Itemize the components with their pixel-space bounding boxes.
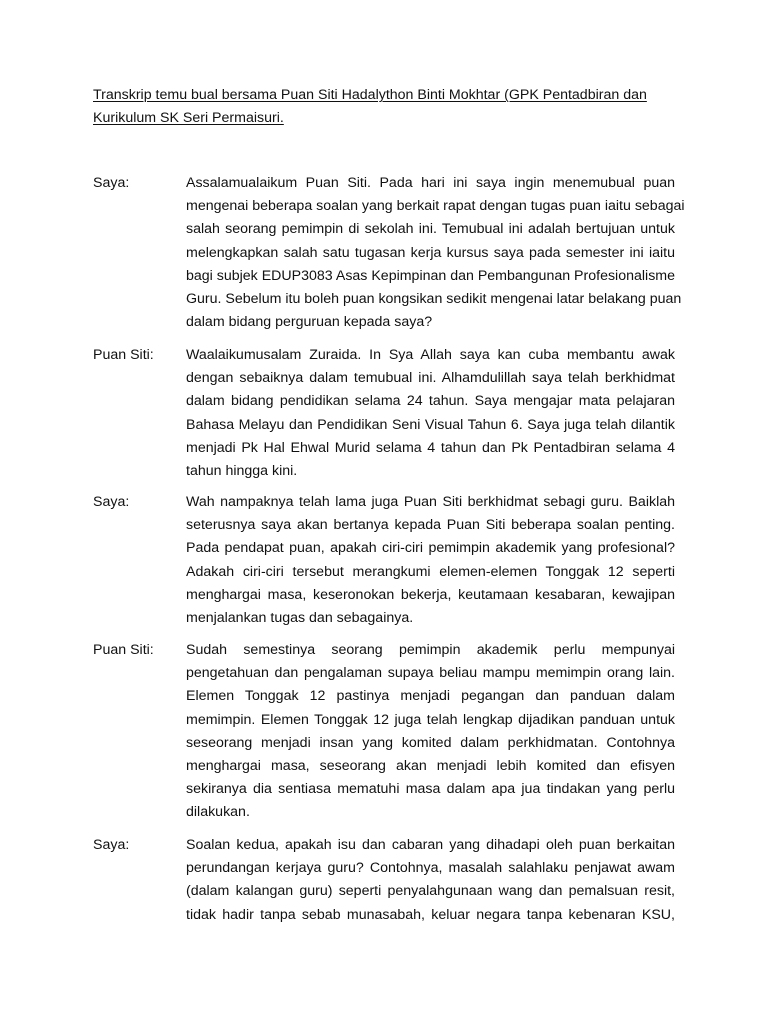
speech-paragraph [186,491,675,630]
speech-paragraph [186,834,675,927]
speech-line: mengenai beberapa soalan yang berkait rapat dengan tugas puan iaitu sebagai [186,198,685,215]
speech-line: dengan sebaiknya dalam temubual ini. Alhamdulillah saya telah berkhidmat [186,370,675,387]
speech-line: memimpin. Elemen Tonggak 12 juga telah lengkap dijadikan panduan untuk [186,711,675,728]
speech-line: Sudah semestinya seorang pemimpin akademik perlu mempunyai [186,642,675,658]
speech-line: tidak hadir tanpa sebab munasabah, keluar negara tanpa kebenaran KSU, [186,906,675,923]
speech-line: seseorang menjadi insan yang komited dalam perkhidmatan. Contohnya [186,734,675,751]
speech-line: Assalamualaikum Puan Siti. Pada hari ini saya ingin menemubual puan [186,175,675,191]
speech-paragraph [186,344,675,483]
speech-paragraph [186,172,685,334]
speech-line: (dalam kalangan guru) seperti penyalahgunaan wang dan pemalsuan resit, [186,883,675,900]
speech-line: seterusnya saya akan bertanya kepada Puan Siti beberapa soalan penting. [186,517,675,534]
speech-line: Wah nampaknya telah lama juga Puan Siti berkhidmat sebagi guru. Baiklah [186,494,675,510]
speech-line: perundangan kerjaya guru? Contohnya, masalah salahlaku penjawat awam [186,860,675,877]
speech-paragraph [186,639,675,825]
speech-line: Waalaikumusalam Zuraida. In Sya Allah saya kan cuba membantu awak [186,347,675,363]
speech-line: menghargai masa, seseorang akan menjadi lebih komited dan efisyen [186,757,675,774]
speech-line: bagi subjek EDUP3083 Asas Kepimpinan dan Pembangunan Profesionalisme [186,267,675,284]
speaker-label: Puan Siti: [93,347,154,363]
document-heading [93,84,683,130]
speech-line: tahun hingga kini. [186,462,298,479]
speech-line: pengetahuan dan pengalaman supaya beliau mampu memimpin orang lain. [186,665,675,682]
speech-line: menghargai masa, keseronokan bekerja, keutamaan kesabaran, kewajipan [186,586,675,603]
speech-line: Soalan kedua, apakah isu dan cabaran yang dihadapi oleh puan berkaitan [186,837,675,853]
speech-line: menjalankan tugas dan sebagainya. [186,609,414,626]
speech-line: melengkapkan salah satu tugasan kerja kursus saya pada semester ini iaitu [186,244,675,261]
speech-line: Guru. Sebelum itu boleh puan kongsikan sedikit mengenai latar belakang puan [186,290,682,307]
heading-line: Kurikulum SK Seri Permaisuri. [93,110,284,126]
speech-line: Pada pendapat puan, apakah ciri-ciri pemimpin akademik yang profesional? [186,540,675,557]
speaker-label: Saya: [93,494,130,510]
speaker-label: Puan Siti: [93,642,154,658]
speech-line: Adakah ciri-ciri tersebut merangkumi elemen-elemen Tonggak 12 seperti [186,563,675,580]
heading-line: Transkrip temu bual bersama Puan Siti Hadalython Binti Mokhtar (GPK Pentadbiran dan [93,87,647,103]
speaker-label: Saya: [93,175,130,191]
speech-line: Bahasa Melayu dan Pendidikan Seni Visual Tahun 6. Saya juga telah dilantik [186,416,675,433]
speech-line: dalam bidang perguruan kepada saya? [186,314,433,331]
speaker-label: Saya: [93,837,130,853]
speech-line: dalam bidang pendidikan selama 24 tahun. Saya mengajar mata pelajaran [186,393,675,410]
speech-line: dilakukan. [186,804,250,821]
speech-line: menjadi Pk Hal Ehwal Murid selama 4 tahun dan Pk Pentadbiran selama 4 [186,439,675,456]
speech-line: sekiranya dia sentiasa mematuhi masa dalam apa jua tindakan yang perlu [186,781,675,798]
speech-line: Elemen Tonggak 12 pastinya menjadi pegangan dan panduan dalam [186,688,675,705]
speech-line: salah seorang pemimpin di sekolah ini. Temubual ini adalah bertujuan untuk [186,221,675,238]
